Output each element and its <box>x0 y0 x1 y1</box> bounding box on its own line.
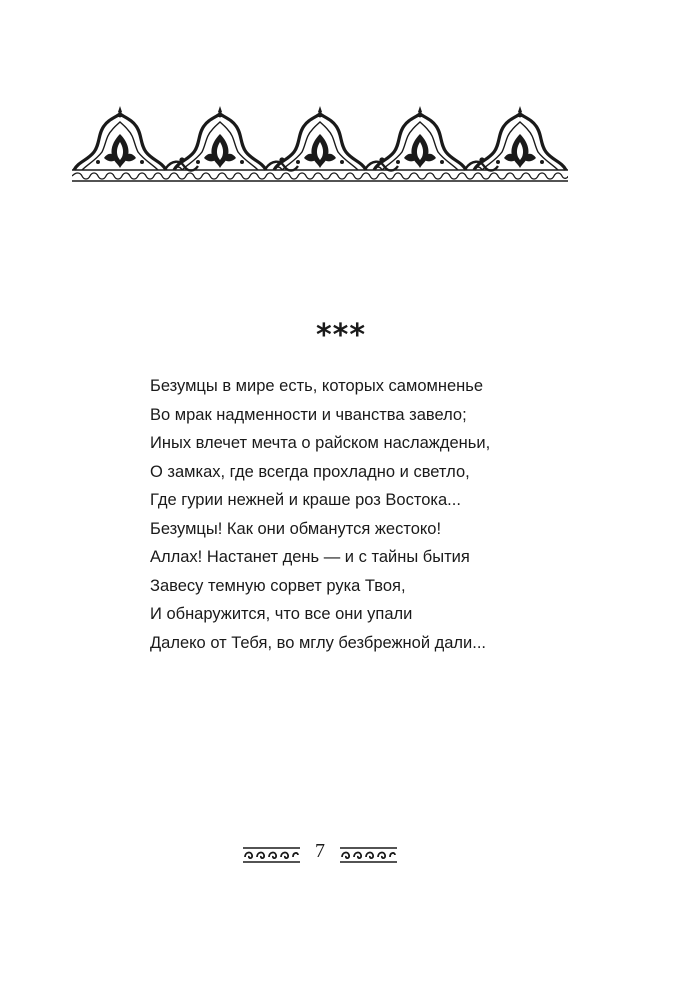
poem-line: Далеко от Тебя, во мглу безбрежной дали... <box>150 633 487 652</box>
wave-scroll-ornament-icon <box>340 847 397 863</box>
arabesque-border-ornament-icon <box>72 100 568 182</box>
poem-line: Иных влечет мечта о райском наслажденьи, <box>150 434 491 452</box>
poem-line: И обнаружится, что все они упали <box>150 605 413 623</box>
poem-line: Где гурии нежней и краше роз Востока... <box>150 491 461 509</box>
poem-line: Во мрак надменности и чванства завело; <box>150 405 467 424</box>
poem-line: О замках, где всегда прохладно и светло, <box>150 462 470 481</box>
poem-line: Безумцы в мире есть, которых самомненье <box>150 377 484 395</box>
page-footer <box>0 838 682 872</box>
poem-line: Безумцы! Как они обманутся жестоко! <box>150 519 442 538</box>
page-number: 7 <box>315 840 325 862</box>
poem <box>150 372 570 657</box>
poem-line: Завесу темную сорвет рука Твоя, <box>150 576 406 595</box>
wave-scroll-ornament-icon <box>243 847 300 863</box>
poem-line: Аллах! Настанет день — и с тайны бытия <box>150 548 470 566</box>
section-divider-asterisks: *** <box>315 318 367 353</box>
